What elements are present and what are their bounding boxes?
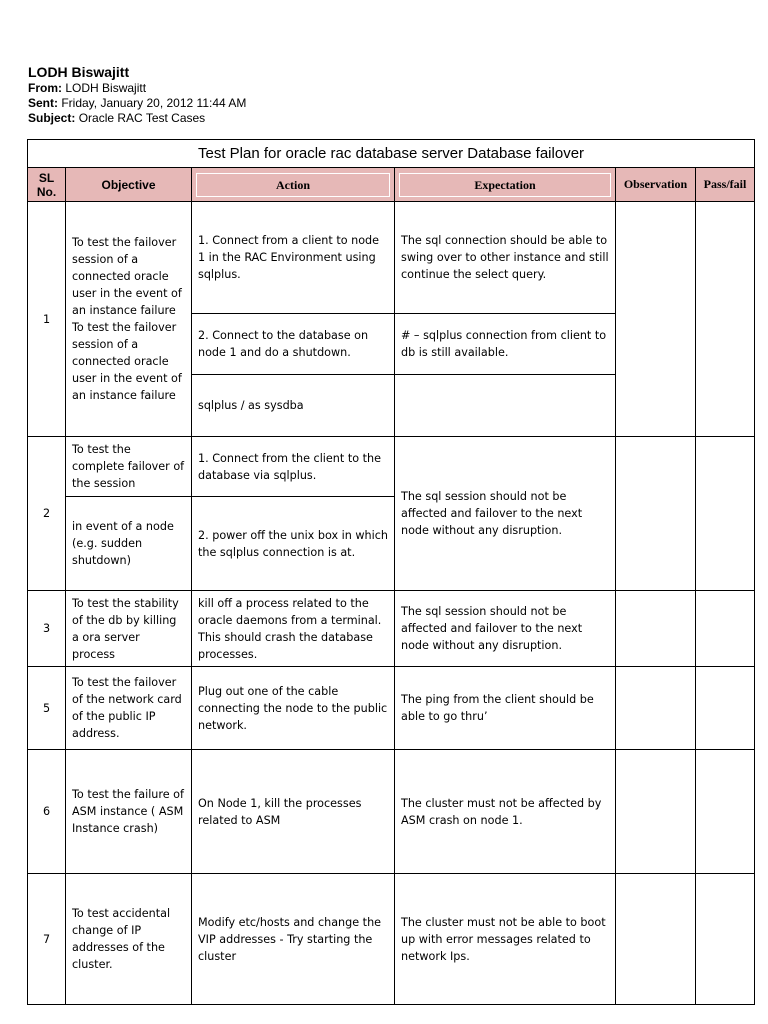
row-action: Plug out one of the cable connecting the node to the public network.	[192, 667, 395, 750]
table-row	[28, 202, 755, 314]
row-action: 2. power off the unix box in which the sqlplus connection is at.	[192, 497, 395, 591]
row-sl: 5	[28, 667, 66, 750]
row-expectation: # – sqlplus connection from client to db is still available.	[395, 314, 616, 375]
email-header	[28, 64, 246, 126]
row-passfail	[696, 750, 755, 874]
row-objective: in event of a node (e.g. sudden shutdown)	[66, 497, 192, 591]
row-action: On Node 1, kill the processes related to ASM	[192, 750, 395, 874]
sender-name: LODH Biswajitt	[28, 64, 130, 80]
table-title: Test Plan for oracle rac database server Database failover	[28, 140, 755, 168]
row-action: 1. Connect from a client to node 1 in the RAC Environment using sqlplus.	[192, 202, 395, 314]
row-objective: To test the failover of the network card of the public IP address.	[66, 667, 192, 750]
row-observation	[616, 437, 696, 591]
row-expectation: The sql connection should be able to swing over to other instance and still continue the select query.	[395, 202, 616, 314]
header-action	[192, 168, 395, 202]
table-row	[28, 667, 755, 750]
table-row	[28, 437, 755, 497]
header-expectation	[395, 168, 616, 202]
sent-line	[28, 96, 246, 111]
row-objective: To test accidental change of IP addresses of the cluster.	[66, 874, 192, 1005]
header-row	[28, 168, 755, 202]
row-observation	[616, 874, 696, 1005]
row-sl: 3	[28, 591, 66, 667]
subject-label: Subject:	[28, 111, 76, 125]
from-line	[28, 81, 246, 96]
table-row	[28, 874, 755, 1005]
row-action: Modify etc/hosts and change the VIP addresses - Try starting the cluster	[192, 874, 395, 1005]
subject-line	[28, 111, 246, 126]
header-objective: Objective	[66, 168, 192, 202]
header-passfail: Pass/fail	[696, 168, 755, 202]
table-row	[28, 750, 755, 874]
row-action: 1. Connect from the client to the database via sqlplus.	[192, 437, 395, 497]
row-objective: To test the stability of the db by killing a ora server process	[66, 591, 192, 667]
header-sl: SL No.	[28, 168, 66, 202]
from-value: LODH Biswajitt	[65, 81, 147, 95]
row-expectation: The cluster must not be able to boot up with error messages related to network Ips.	[395, 874, 616, 1005]
row-observation	[616, 667, 696, 750]
row-sl: 7	[28, 874, 66, 1005]
test-plan-table	[27, 139, 755, 1005]
row-observation	[616, 591, 696, 667]
subject-value: Oracle RAC Test Cases	[78, 111, 206, 125]
header-action-label: Action	[196, 173, 390, 197]
row-expectation: The ping from the client should be able to go thru’	[395, 667, 616, 750]
table-row	[28, 591, 755, 667]
row-expectation: The cluster must not be affected by ASM crash on node 1.	[395, 750, 616, 874]
header-observation: Observation	[616, 168, 696, 202]
row-passfail	[696, 874, 755, 1005]
row-passfail	[696, 667, 755, 750]
row-observation	[616, 202, 696, 437]
row-objective: To test the failure of ASM instance ( ASM Instance crash)	[66, 750, 192, 874]
row-sl: 2	[28, 437, 66, 591]
row-sl: 6	[28, 750, 66, 874]
from-label: From:	[28, 81, 62, 95]
row-observation	[616, 750, 696, 874]
row-objective: To test the failover session of a connected oracle user in the event of an instance failure To test the failover session of a connected oracle user in the event of an instance failure	[66, 202, 192, 437]
row-action: sqlplus / as sysdba	[192, 375, 395, 437]
sent-label: Sent:	[28, 96, 58, 110]
row-passfail	[696, 591, 755, 667]
row-passfail	[696, 437, 755, 591]
row-passfail	[696, 202, 755, 437]
row-expectation: The sql session should not be affected and failover to the next node without any disruption.	[395, 591, 616, 667]
header-expectation-label: Expectation	[399, 173, 611, 197]
sent-value: Friday, January 20, 2012 11:44 AM	[61, 96, 247, 110]
row-expectation	[395, 375, 616, 437]
row-sl: 1	[28, 202, 66, 437]
row-objective: To test the complete failover of the session	[66, 437, 192, 497]
row-expectation: The sql session should not be affected and failover to the next node without any disruption.	[395, 437, 616, 591]
row-action: kill off a process related to the oracle daemons from a terminal. This should crash the database processes.	[192, 591, 395, 667]
row-action: 2. Connect to the database on node 1 and do a shutdown.	[192, 314, 395, 375]
